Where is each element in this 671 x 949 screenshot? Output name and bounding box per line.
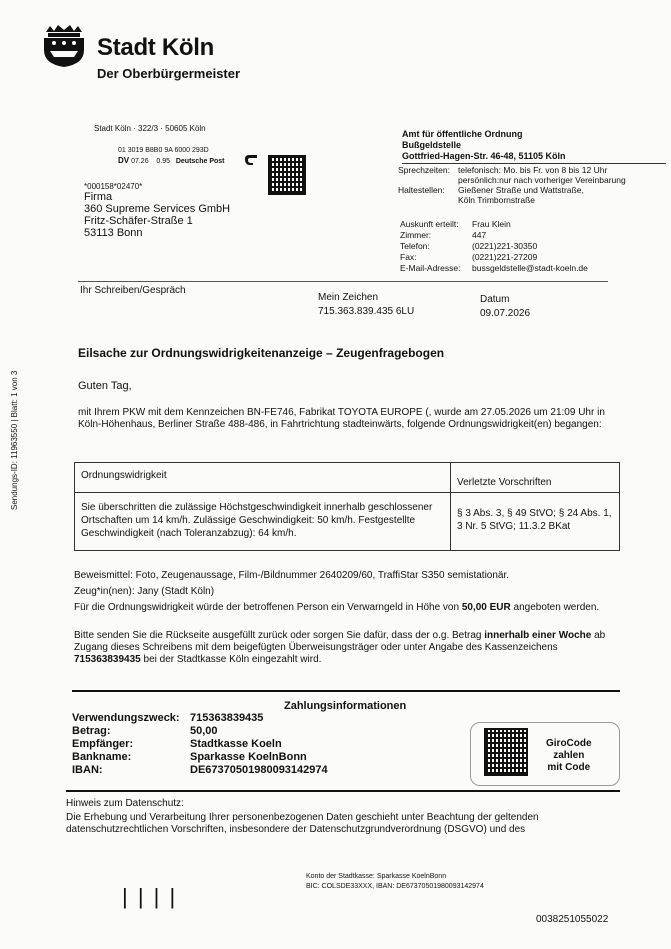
stops-1: Gießener Straße und Wattstraße, <box>458 185 584 195</box>
amount-value: 50,00 <box>190 725 218 737</box>
girocode-line2: zahlen <box>553 750 585 761</box>
office-name: Amt für öffentliche Ordnung <box>402 129 523 139</box>
bank-value: Sparkasse KoelnBonn <box>190 751 307 763</box>
privacy-text: Die Erhebung und Verarbeitung Ihrer personenbezogenen Daten geschieht unter Beachtung der geltenden datenschutzrechtlichen Vorschriften, insbesondere der Datenschutzgrundverordnung (DSGVO) und des <box>66 812 539 835</box>
request-deadline: innerhalb einer Woche <box>484 630 592 641</box>
table-row <box>75 493 619 550</box>
payment-bottom-rule <box>66 790 620 792</box>
subject: Eilsache zur Ordnungswidrigkeitenanzeige – Zeugenfragebogen <box>78 346 445 360</box>
privacy-title: Hinweis zum Datenschutz: <box>66 798 184 809</box>
evidence: Beweismittel: Foto, Zeugenaussage, Film-/Bildnummer 2640209/60, TraffiStar S350 semistationär. <box>74 570 510 581</box>
info-label: Auskunft erteilt: <box>400 219 459 229</box>
witness: Zeug*in(nen): Jany (Stadt Köln) <box>74 586 215 597</box>
bank-label: Bankname: <box>72 751 132 763</box>
stops-label: Haltestellen: <box>398 185 445 195</box>
payee-label: Empfänger: <box>72 738 134 750</box>
post-horn-icon <box>244 154 258 166</box>
info-name: Frau Klein <box>472 219 511 229</box>
greeting: Guten Tag, <box>78 380 132 392</box>
iban-value: DE67370501980093142974 <box>190 764 328 776</box>
reference-divider <box>78 281 608 282</box>
room-label: Zimmer: <box>400 230 432 240</box>
girocode-line3: mit Code <box>547 762 591 773</box>
footer-account-2: BIC: COLSDE33XXX, IBAN: DE67370501980093142974 <box>306 883 484 890</box>
girocode-line1: GiroCode <box>546 738 592 749</box>
payment-details <box>72 712 328 777</box>
shipment-id-vertical: Sendungs-ID: 11963550 | Blatt: 1 von 3 <box>10 370 19 510</box>
office-details <box>398 165 626 205</box>
office-block <box>402 129 671 164</box>
offense-table <box>74 462 620 551</box>
request-text-1: Bitte senden Sie die Rückseite ausgefüllt zurück oder sorgen Sie dafür, dass der o.g. Betrag <box>74 630 485 641</box>
fax-value: (0221)221-27209 <box>472 252 538 262</box>
payment-title: Zahlungsinformationen <box>284 700 407 712</box>
my-sign-label: Mein Zeichen <box>318 292 379 303</box>
violated-rules: § 3 Abs. 3, § 49 StVO; § 24 Abs. 1, 3 Nr. 5 StVG; 11.3.2 BKat <box>457 508 612 532</box>
payment-top-rule <box>72 690 620 692</box>
email-value[interactable]: bussgeldstelle@stadt-koeln.de <box>472 263 588 273</box>
recipient-ref: *000158*02470* <box>84 182 143 191</box>
hours-label: Sprechzeiten: <box>398 165 450 175</box>
offense-description: Sie überschritten die zulässige Höchstgeschwindigkeit innerhalb geschlossener Ortschaften um 14 km/h. Zulässige Geschwindigkeit: 50 km/h. Festgestellte Geschwindigkeit (nach Toleranzabzug): 64 km/h. <box>75 493 451 550</box>
office-dept: Bußgeldstelle <box>402 140 462 150</box>
purpose-label: Verwendungszweck: <box>72 712 180 724</box>
table-header-rules: Verletzte Vorschriften <box>457 477 552 488</box>
girocode-qr[interactable] <box>484 728 528 776</box>
sender-line: Stadt Köln · 322/3 · 50605 Köln <box>94 124 206 133</box>
stops-2: Köln Trimbornstraße <box>458 195 535 205</box>
phone-value: (0221)221-30350 <box>472 241 538 251</box>
purpose-value: 715363839435 <box>190 712 264 724</box>
postage-datamatrix <box>268 155 306 195</box>
payee-value: Stadtkasse Koeln <box>190 738 282 750</box>
footer-account-1: Konto der Stadtkasse: Sparkasse KoelnBonn <box>306 873 447 880</box>
table-header-offense: Ordnungswidrigkeit <box>75 463 451 492</box>
hours-1: telefonisch: Mo. bis Fr. von 8 bis 12 Uhr <box>458 165 608 175</box>
fax-label: Fax: <box>400 252 417 262</box>
hours-2: persönlich:nur nach vorheriger Vereinbarung <box>458 175 626 185</box>
postage-line <box>118 156 224 165</box>
phone-label: Telefon: <box>400 241 430 251</box>
girocode-text <box>546 738 592 774</box>
barcode-marks: | | | | <box>122 884 178 909</box>
footer-account <box>306 872 484 892</box>
fine-text-2: angeboten werden. <box>510 602 600 613</box>
fine-amount: 50,00 EUR <box>461 602 511 613</box>
recipient-line2: 360 Supreme Services GmbH <box>84 203 231 215</box>
footer-number: 0038251055022 <box>536 914 609 925</box>
recipient-address <box>84 191 230 239</box>
iban-label: IBAN: <box>72 764 103 776</box>
date-value: 09.07.2026 <box>480 308 531 319</box>
city-crest-icon <box>40 24 88 68</box>
email-label: E-Mail-Adresse: <box>400 263 461 273</box>
city-name: Stadt Köln <box>97 34 214 61</box>
amount-label: Betrag: <box>72 725 111 737</box>
my-sign-value: 715.363.839.435 6LU <box>318 306 415 317</box>
request-code: 715363839435 <box>74 654 141 665</box>
postage-dv: DV <box>118 156 130 165</box>
intro-paragraph: mit Ihrem PKW mit dem Kennzeichen BN-FE746, Fabrikat TOYOTA EUROPE (, wurde am 27.05.2026 um 21:09 Uhr in Köln-Höhenhaus, Berliner Straße 488-486, in Fahrtrichtung stadteinwärts, folgende Ordnungswidrigkeit(en) begangen: <box>78 407 605 430</box>
postage-price: 0.95 <box>156 158 171 165</box>
recipient-line3: Fritz-Schäfer-Straße 1 <box>84 215 193 227</box>
office-address: Gottfried-Hagen-Str. 46-48, 51105 Köln <box>402 151 666 164</box>
date-label: Datum <box>480 294 510 305</box>
table-header-row <box>75 463 619 493</box>
fine-text-1: Für die Ordnungswidrigkeit würde der betroffenen Person ein Verwarngeld in Höhe von <box>74 602 462 613</box>
mayor-title: Der Oberbürgermeister <box>97 66 241 81</box>
contact-details <box>400 219 588 274</box>
postage-date: 07.26 <box>131 158 149 165</box>
fine-paragraph <box>74 602 620 614</box>
recipient-line4: 53113 Bonn <box>84 227 143 239</box>
request-text-2: ab Zugang dieses Schreibens mit dem beigefügten Überweisungsträger oder unter Angabe des Kassenzeichens <box>74 630 606 653</box>
postage-code: 01 3019 B8B0 9A 6000 293D <box>118 147 209 154</box>
request-paragraph <box>74 630 620 666</box>
room-value: 447 <box>472 230 487 240</box>
postage-carrier: Deutsche Post <box>175 158 225 165</box>
your-letter-label: Ihr Schreiben/Gespräch <box>80 285 186 296</box>
recipient-line1: Firma <box>84 191 113 203</box>
request-text-3: bei der Stadtkasse Köln eingezahlt wird. <box>140 654 322 665</box>
